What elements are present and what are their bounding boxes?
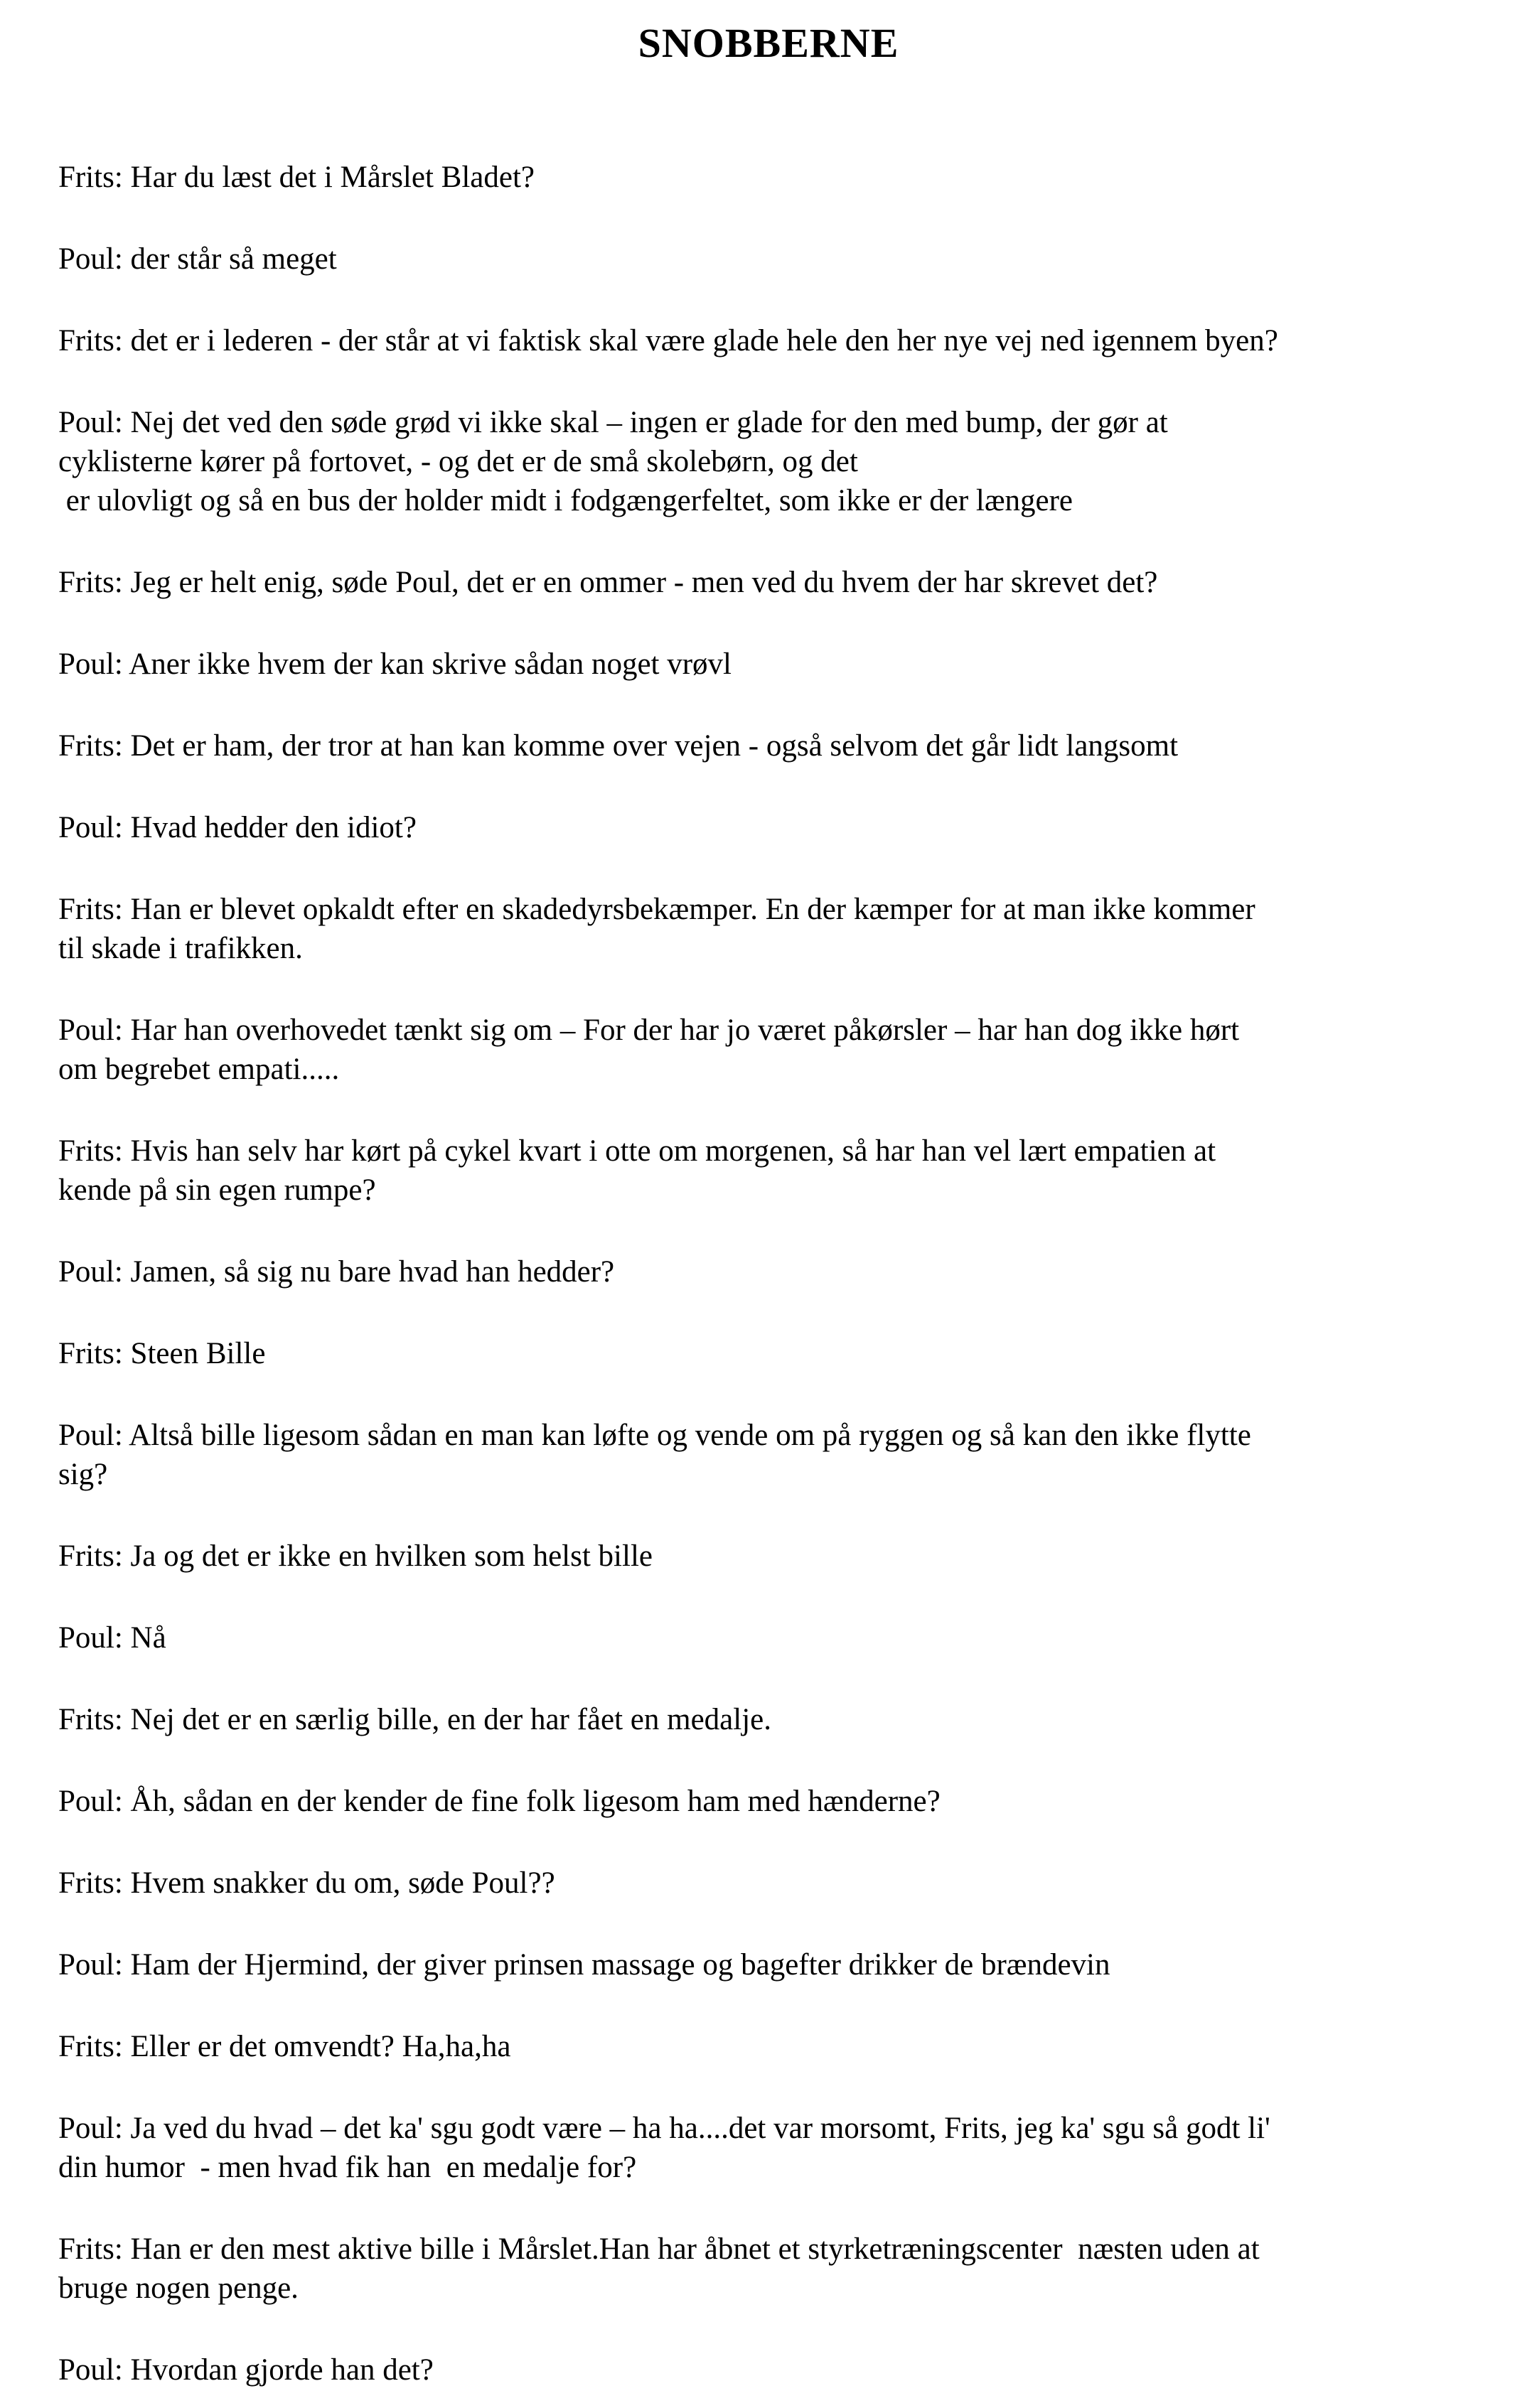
dialogue-line: Frits: Han er den mest aktive bille i Mårslet.Han har åbnet et styrketræningscenter næsten uden at (58, 2232, 1260, 2266)
dialogue-line: Frits: Hvis han selv har kørt på cykel kvart i otte om morgenen, så har han vel lært empatien at (58, 1134, 1216, 1168)
dialogue-paragraph-poul-8 (58, 1618, 1479, 1657)
dialogue-line: Frits: det er i lederen - der står at vi faktisk skal være glade hele den her nye vej ned igennem byen? (58, 324, 1278, 358)
dialogue-paragraph-frits-11 (58, 2027, 1479, 2066)
dialogue-line: Poul: Nå (58, 1621, 166, 1655)
dialogue-line: Frits: Eller er det omvendt? Ha,ha,ha (58, 2030, 511, 2063)
dialogue-line: cyklisterne kører på fortovet, - og det er de små skolebørn, og det (58, 445, 858, 478)
dialogue-line: til skade i trafikken. (58, 932, 303, 965)
dialogue-line: bruge nogen penge. (58, 2272, 299, 2305)
dialogue-line: Poul: Aner ikke hvem der kan skrive sådan noget vrøvl (58, 647, 732, 681)
dialogue-line: Poul: Nej det ved den søde grød vi ikke skal – ingen er glade for den med bump, der gør at (58, 406, 1168, 439)
dialogue-paragraph-frits-2 (58, 321, 1479, 360)
dialogue-paragraph-poul-1 (58, 240, 1479, 279)
dialogue-line: sig? (58, 1458, 108, 1491)
dialogue-paragraph-frits-8 (58, 1537, 1479, 1576)
dialogue-line: Poul: Hvad hedder den idiot? (58, 811, 417, 844)
dialogue-paragraph-frits-1 (58, 158, 1479, 197)
dialogue-paragraph-frits-9 (58, 1700, 1479, 1739)
dialogue-line: Frits: Ja og det er ikke en hvilken som helst bille (58, 1539, 653, 1573)
dialogue-paragraph-poul-5 (58, 1011, 1479, 1089)
dialogue-line: Frits: Nej det er en særlig bille, en der har fået en medalje. (58, 1703, 771, 1736)
dialogue-line: Poul: der står så meget (58, 242, 337, 276)
page-title: SNOBBERNE (638, 20, 899, 66)
dialogue-line: Poul: Jamen, så sig nu bare hvad han hedder? (58, 1255, 615, 1289)
dialogue-line: Frits: Har du læst det i Mårslet Bladet? (58, 161, 535, 194)
dialogue-paragraph-frits-3 (58, 563, 1479, 602)
dialogue-paragraph-poul-11 (58, 2109, 1479, 2187)
dialogue-line: om begrebet empati..... (58, 1053, 340, 1086)
dialogue-paragraph-frits-10 (58, 1864, 1479, 1903)
dialogue-line: Frits: Steen Bille (58, 1337, 266, 1370)
dialogue-paragraph-frits-6 (58, 1132, 1479, 1210)
dialogue-paragraph-frits-7 (58, 1334, 1479, 1373)
dialogue-paragraph-poul-2 (58, 403, 1479, 520)
dialogue-line: Poul: Har han overhovedet tænkt sig om – For der har jo været påkørsler – har han dog ikke hørt (58, 1014, 1240, 1047)
dialogue-paragraph-poul-3 (58, 645, 1479, 684)
dialogue-line: Poul: Ham der Hjermind, der giver prinsen massage og bagefter drikker de brændevin (58, 1948, 1110, 1982)
dialogue-paragraph-frits-5 (58, 890, 1479, 968)
dialogue-paragraph-poul-4 (58, 808, 1479, 847)
dialogue-paragraph-poul-9 (58, 1782, 1479, 1821)
dialogue-line: Poul: Ja ved du hvad – det ka' sgu godt være – ha ha....det var morsomt, Frits, jeg ka' sgu så godt li' (58, 2112, 1270, 2145)
dialogue-paragraph-poul-7 (58, 1416, 1479, 1494)
dialogue-line: kende på sin egen rumpe? (58, 1173, 376, 1207)
dialogue-line: Poul: Åh, sådan en der kender de fine folk ligesom ham med hænderne? (58, 1785, 941, 1818)
dialogue-line: Frits: Det er ham, der tror at han kan komme over vejen - også selvom det går lidt langsomt (58, 729, 1179, 763)
dialogue-line: Frits: Han er blevet opkaldt efter en skadedyrsbekæmper. En der kæmper for at man ikke kommer (58, 893, 1255, 926)
dialogue-paragraph-poul-6 (58, 1252, 1479, 1291)
dialogue-line: Frits: Jeg er helt enig, søde Poul, det er en ommer - men ved du hvem der har skrevet det? (58, 566, 1158, 599)
dialogue-paragraph-frits-4 (58, 726, 1479, 765)
dialogue-paragraph-frits-12 (58, 2230, 1479, 2308)
dialogue-line: Poul: Hvordan gjorde han det? (58, 2353, 434, 2387)
dialogue-paragraph-poul-12 (58, 2350, 1479, 2390)
dialogue-line: er ulovligt og så en bus der holder midt i fodgængerfeltet, som ikke er der længere (58, 484, 1073, 517)
dialogue-line: Frits: Hvem snakker du om, søde Poul?? (58, 1866, 555, 1900)
dialogue-line: Poul: Altså bille ligesom sådan en man kan løfte og vende om på ryggen og så kan den ikke flytte (58, 1419, 1251, 1452)
dialogue-paragraph-poul-10 (58, 1945, 1479, 1984)
dialogue-line: din humor - men hvad fik han en medalje for? (58, 2151, 637, 2184)
